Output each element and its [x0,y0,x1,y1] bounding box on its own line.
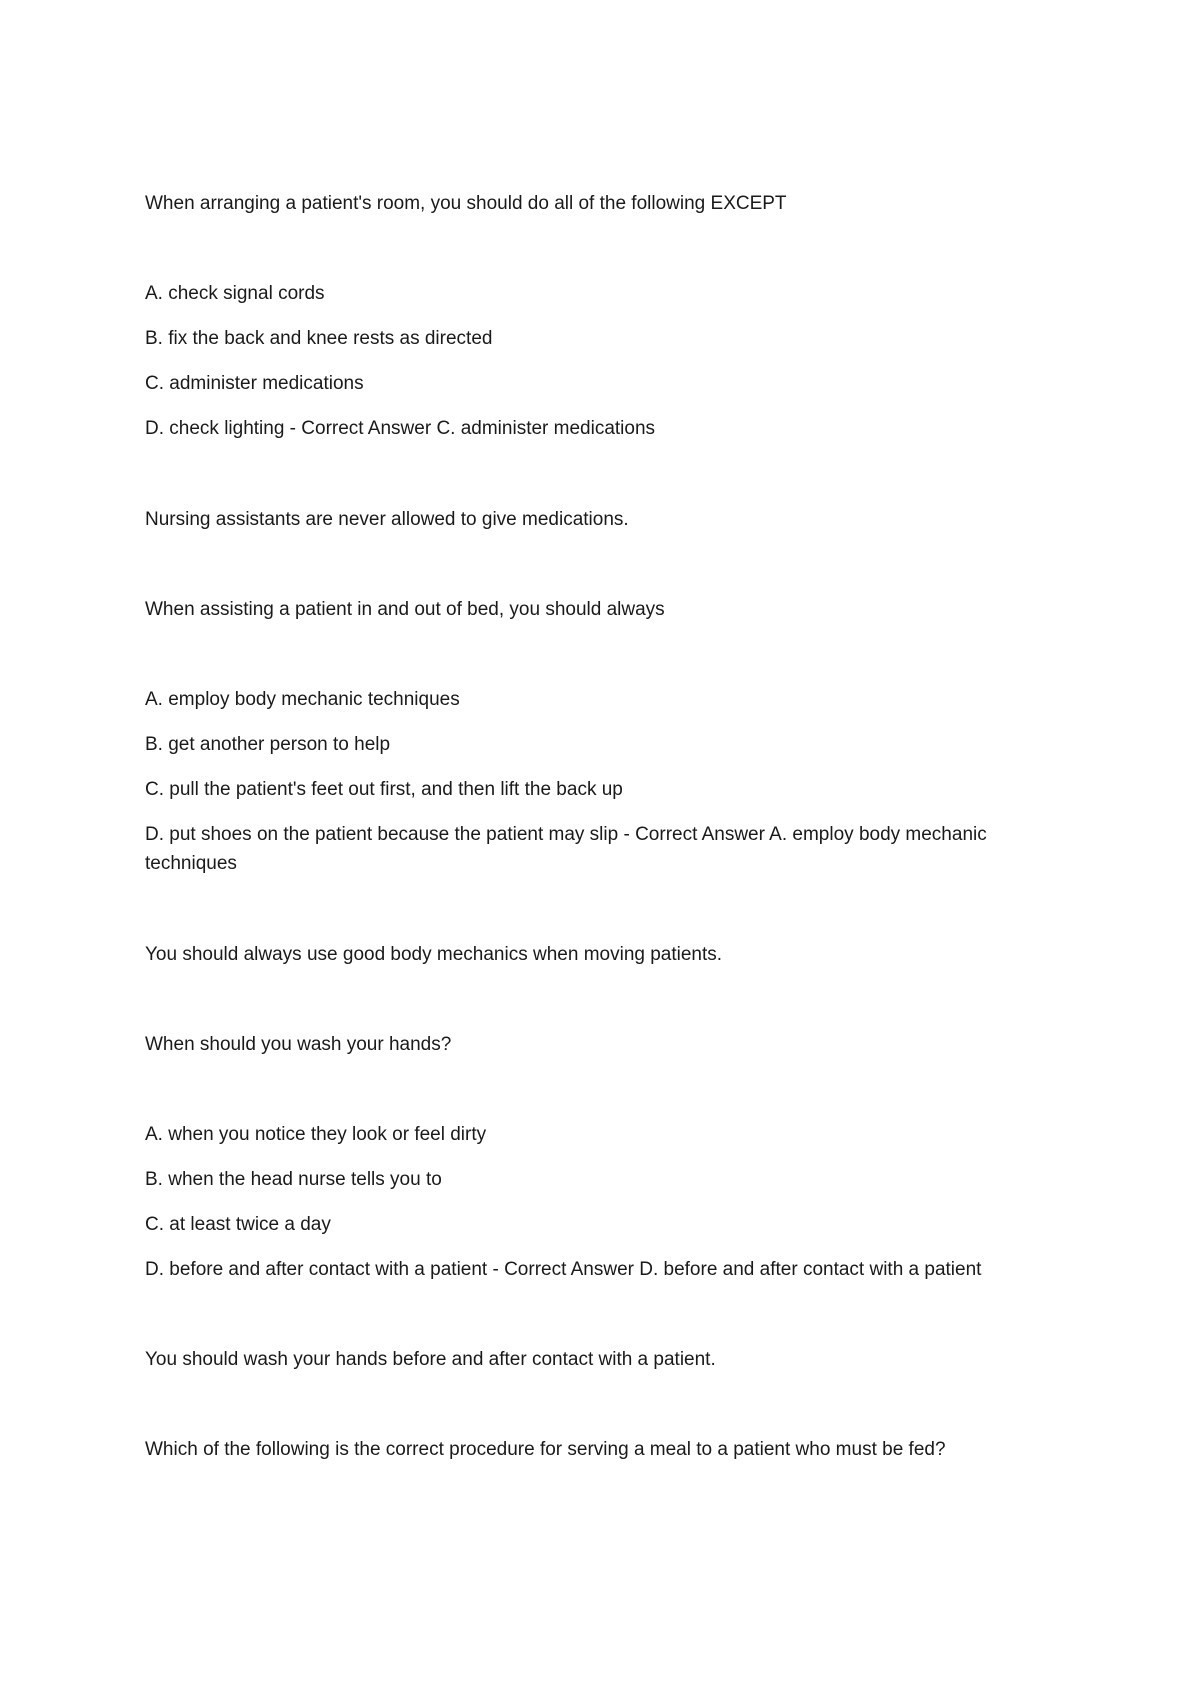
q1-explanation: Nursing assistants are never allowed to give medications. [145,509,629,530]
q2-option-a: A. employ body mechanic techniques [145,689,460,710]
q3-option-c: C. at least twice a day [145,1214,331,1235]
q1-option-c: C. administer medications [145,373,364,394]
q2-option-d-answer: D. put shoes on the patient because the patient may slip - Correct Answer A. employ body mechanic techniques [145,824,987,874]
q3-explanation: You should wash your hands before and after contact with a patient. [145,1349,716,1370]
q2-option-b: B. get another person to help [145,734,391,755]
q1-option-b: B. fix the back and knee rests as directed [145,328,493,349]
q1-option-a: A. check signal cords [145,283,325,304]
question-3: When should you wash your hands? [145,1034,452,1055]
q2-option-c: C. pull the patient's feet out first, and then lift the back up [145,779,623,800]
q3-option-b: B. when the head nurse tells you to [145,1169,442,1190]
q1-option-d-answer: D. check lighting - Correct Answer C. administer medications [145,418,656,439]
q3-option-d-answer: D. before and after contact with a patient - Correct Answer D. before and after contact with a patient [145,1259,982,1280]
question-4: Which of the following is the correct procedure for serving a meal to a patient who must be fed? [145,1439,946,1460]
q2-explanation: You should always use good body mechanics when moving patients. [145,944,723,965]
question-1: When arranging a patient's room, you should do all of the following EXCEPT [145,193,787,214]
q3-option-a: A. when you notice they look or feel dirty [145,1124,487,1145]
question-2: When assisting a patient in and out of bed, you should always [145,599,665,620]
